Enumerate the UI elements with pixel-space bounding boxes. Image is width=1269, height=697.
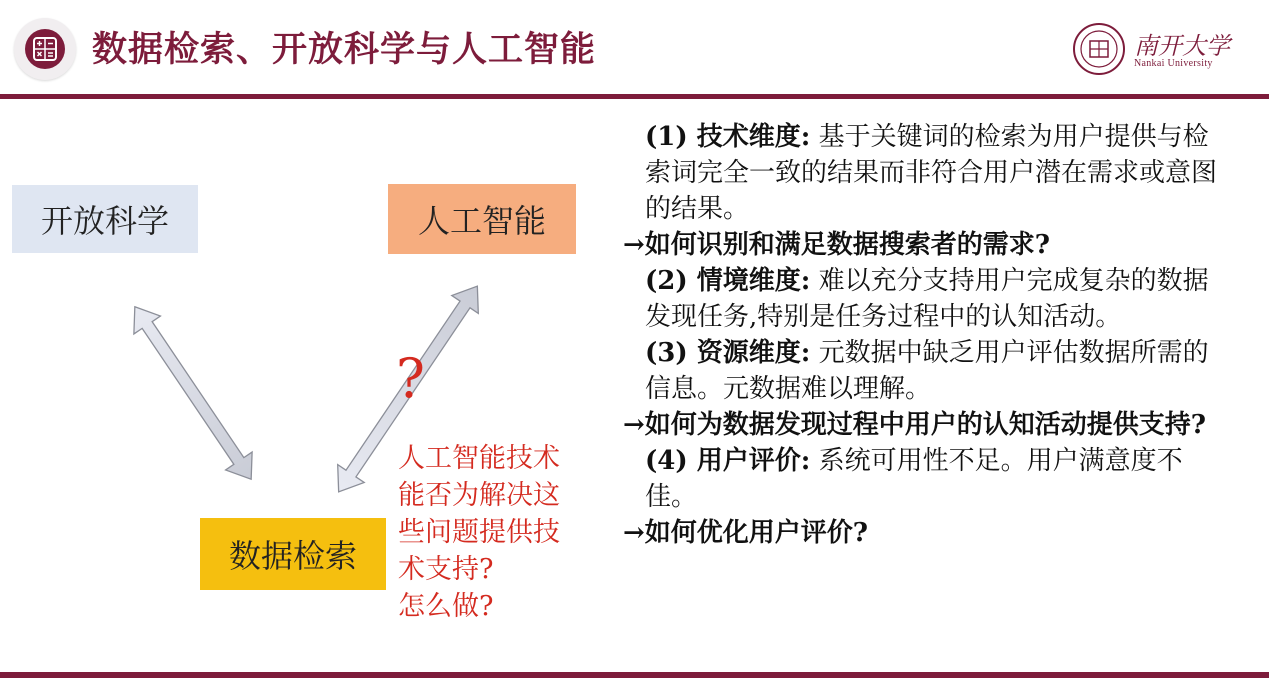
question-cognitive-support: →如何为数据发现过程中用户的认知活动提供支持? bbox=[623, 410, 1207, 440]
resource-dimension-label: (3) 资源维度: bbox=[645, 338, 811, 368]
user-evaluation-text: 系统可用性不足。用户满意度不佳。 bbox=[645, 446, 1183, 512]
question-optimize-evaluation: →如何优化用户评价? bbox=[623, 518, 869, 548]
question-user-needs: →如何识别和满足数据搜索者的需求? bbox=[623, 230, 1051, 260]
university-name-en: Nankai University bbox=[1134, 58, 1213, 69]
footer-divider bbox=[0, 672, 1269, 678]
technical-dimension-label: (1) 技术维度: bbox=[645, 122, 811, 152]
resource-dimension-text: 元数据中缺乏用户评估数据所需的信息。元数据难以理解。 bbox=[645, 338, 1209, 404]
resource-dimension bbox=[623, 335, 1223, 407]
note-line: 怎么做? bbox=[398, 591, 494, 622]
double-arrow-open-science-to-data-search bbox=[122, 298, 265, 488]
data-search-box: 数据检索 bbox=[200, 518, 386, 590]
note-line: 人工智能技术 bbox=[398, 443, 560, 474]
slide-title: 数据检索、开放科学与人工智能 bbox=[92, 30, 597, 70]
university-name-cn: 南开大学 bbox=[1134, 32, 1230, 60]
technical-dimension bbox=[623, 119, 1223, 227]
user-evaluation-label: (4) 用户评价: bbox=[645, 446, 811, 476]
context-dimension-text: 难以充分支持用户完成复杂的数据发现任务,特别是任务过程中的认知活动。 bbox=[645, 266, 1209, 332]
note-line: 能否为解决这 bbox=[398, 480, 560, 511]
user-evaluation bbox=[623, 443, 1223, 515]
technical-dimension-text: 基于关键词的检索为用户提供与检索词完全一致的结果而非符合用户潜在需求或意图的结果。 bbox=[645, 122, 1218, 224]
ai-box: 人工智能 bbox=[388, 184, 576, 254]
ai-question-note bbox=[398, 440, 598, 625]
context-dimension bbox=[623, 263, 1223, 335]
challenges-text bbox=[623, 119, 1223, 551]
context-dimension-label: (2) 情境维度: bbox=[645, 266, 811, 296]
note-line: 些问题提供技 bbox=[398, 517, 560, 548]
question-mark: ? bbox=[396, 347, 425, 410]
open-science-box: 开放科学 bbox=[12, 185, 198, 253]
note-line: 术支持? bbox=[398, 554, 494, 585]
